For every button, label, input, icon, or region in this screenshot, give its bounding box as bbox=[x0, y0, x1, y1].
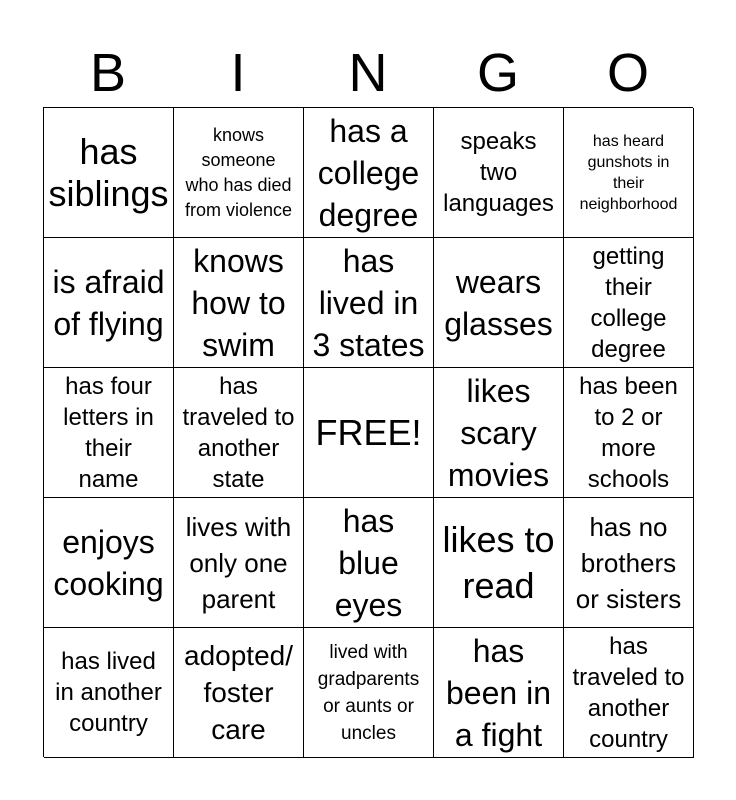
bingo-cell[interactable] bbox=[174, 628, 304, 758]
cell-text: has been to 2 or more schools bbox=[579, 372, 678, 493]
cell-text: has lived in 3 states bbox=[312, 242, 425, 363]
bingo-cell[interactable] bbox=[564, 238, 694, 368]
bingo-cell[interactable] bbox=[564, 628, 694, 758]
cell-text: is afraid of flying bbox=[52, 263, 165, 342]
bingo-cell[interactable] bbox=[434, 108, 564, 238]
bingo-cell[interactable] bbox=[564, 108, 694, 238]
bingo-cell[interactable] bbox=[304, 238, 434, 368]
bingo-cell[interactable] bbox=[434, 368, 564, 498]
cell-text: has no brothers or sisters bbox=[575, 511, 682, 614]
bingo-cell[interactable] bbox=[44, 368, 174, 498]
free-space-label: FREE! bbox=[315, 411, 422, 453]
cell-text: has four letters in their name bbox=[63, 372, 154, 493]
bingo-cell[interactable] bbox=[174, 108, 304, 238]
bingo-cell[interactable] bbox=[434, 238, 564, 368]
bingo-cell[interactable] bbox=[174, 368, 304, 498]
header-letter-n: N bbox=[348, 43, 388, 103]
bingo-cell[interactable] bbox=[174, 238, 304, 368]
bingo-cell[interactable] bbox=[304, 628, 434, 758]
header-letter-i: I bbox=[230, 43, 246, 103]
cell-text: has siblings bbox=[48, 130, 169, 214]
bingo-cell[interactable] bbox=[44, 108, 174, 238]
cell-text: has traveled to another state bbox=[182, 372, 295, 493]
cell-text: speaks two languages bbox=[443, 128, 554, 217]
cell-text: likes scary movies bbox=[447, 372, 550, 493]
cell-text: adopted/ foster care bbox=[184, 640, 293, 745]
bingo-cell[interactable] bbox=[44, 628, 174, 758]
bingo-board bbox=[43, 107, 693, 757]
header-letter-g: G bbox=[476, 43, 519, 103]
cell-text: has lived in another country bbox=[55, 648, 162, 737]
bingo-cell[interactable] bbox=[304, 108, 434, 238]
cell-text: likes to read bbox=[442, 518, 555, 606]
bingo-cell[interactable] bbox=[44, 498, 174, 628]
cell-text: knows someone who has died from violence bbox=[184, 124, 293, 220]
cell-text: has been in a fight bbox=[446, 632, 551, 753]
cell-text: has a college degree bbox=[317, 112, 420, 233]
cell-text: has heard gunshots in their neighborhood bbox=[579, 132, 678, 213]
bingo-cell[interactable] bbox=[434, 498, 564, 628]
bingo-cell[interactable] bbox=[434, 628, 564, 758]
bingo-cell[interactable] bbox=[174, 498, 304, 628]
bingo-cell[interactable] bbox=[564, 498, 694, 628]
bingo-cell[interactable] bbox=[44, 238, 174, 368]
cell-text: enjoys cooking bbox=[53, 523, 164, 602]
cell-text: has blue eyes bbox=[334, 502, 403, 623]
cell-text: lives with only one parent bbox=[185, 511, 292, 614]
cell-text: lived with gradparents or aunts or uncles bbox=[317, 641, 420, 744]
cell-text: wears glasses bbox=[444, 263, 553, 342]
bingo-cell[interactable] bbox=[564, 368, 694, 498]
bingo-cell[interactable] bbox=[304, 498, 434, 628]
cell-text: getting their college degree bbox=[590, 242, 667, 363]
free-space-cell[interactable] bbox=[304, 368, 434, 498]
header-letter-b: B bbox=[89, 43, 127, 103]
bingo-header bbox=[43, 40, 693, 106]
cell-text: has traveled to another country bbox=[572, 632, 685, 753]
cell-text: knows how to swim bbox=[191, 242, 286, 363]
header-letter-o: O bbox=[606, 43, 649, 103]
